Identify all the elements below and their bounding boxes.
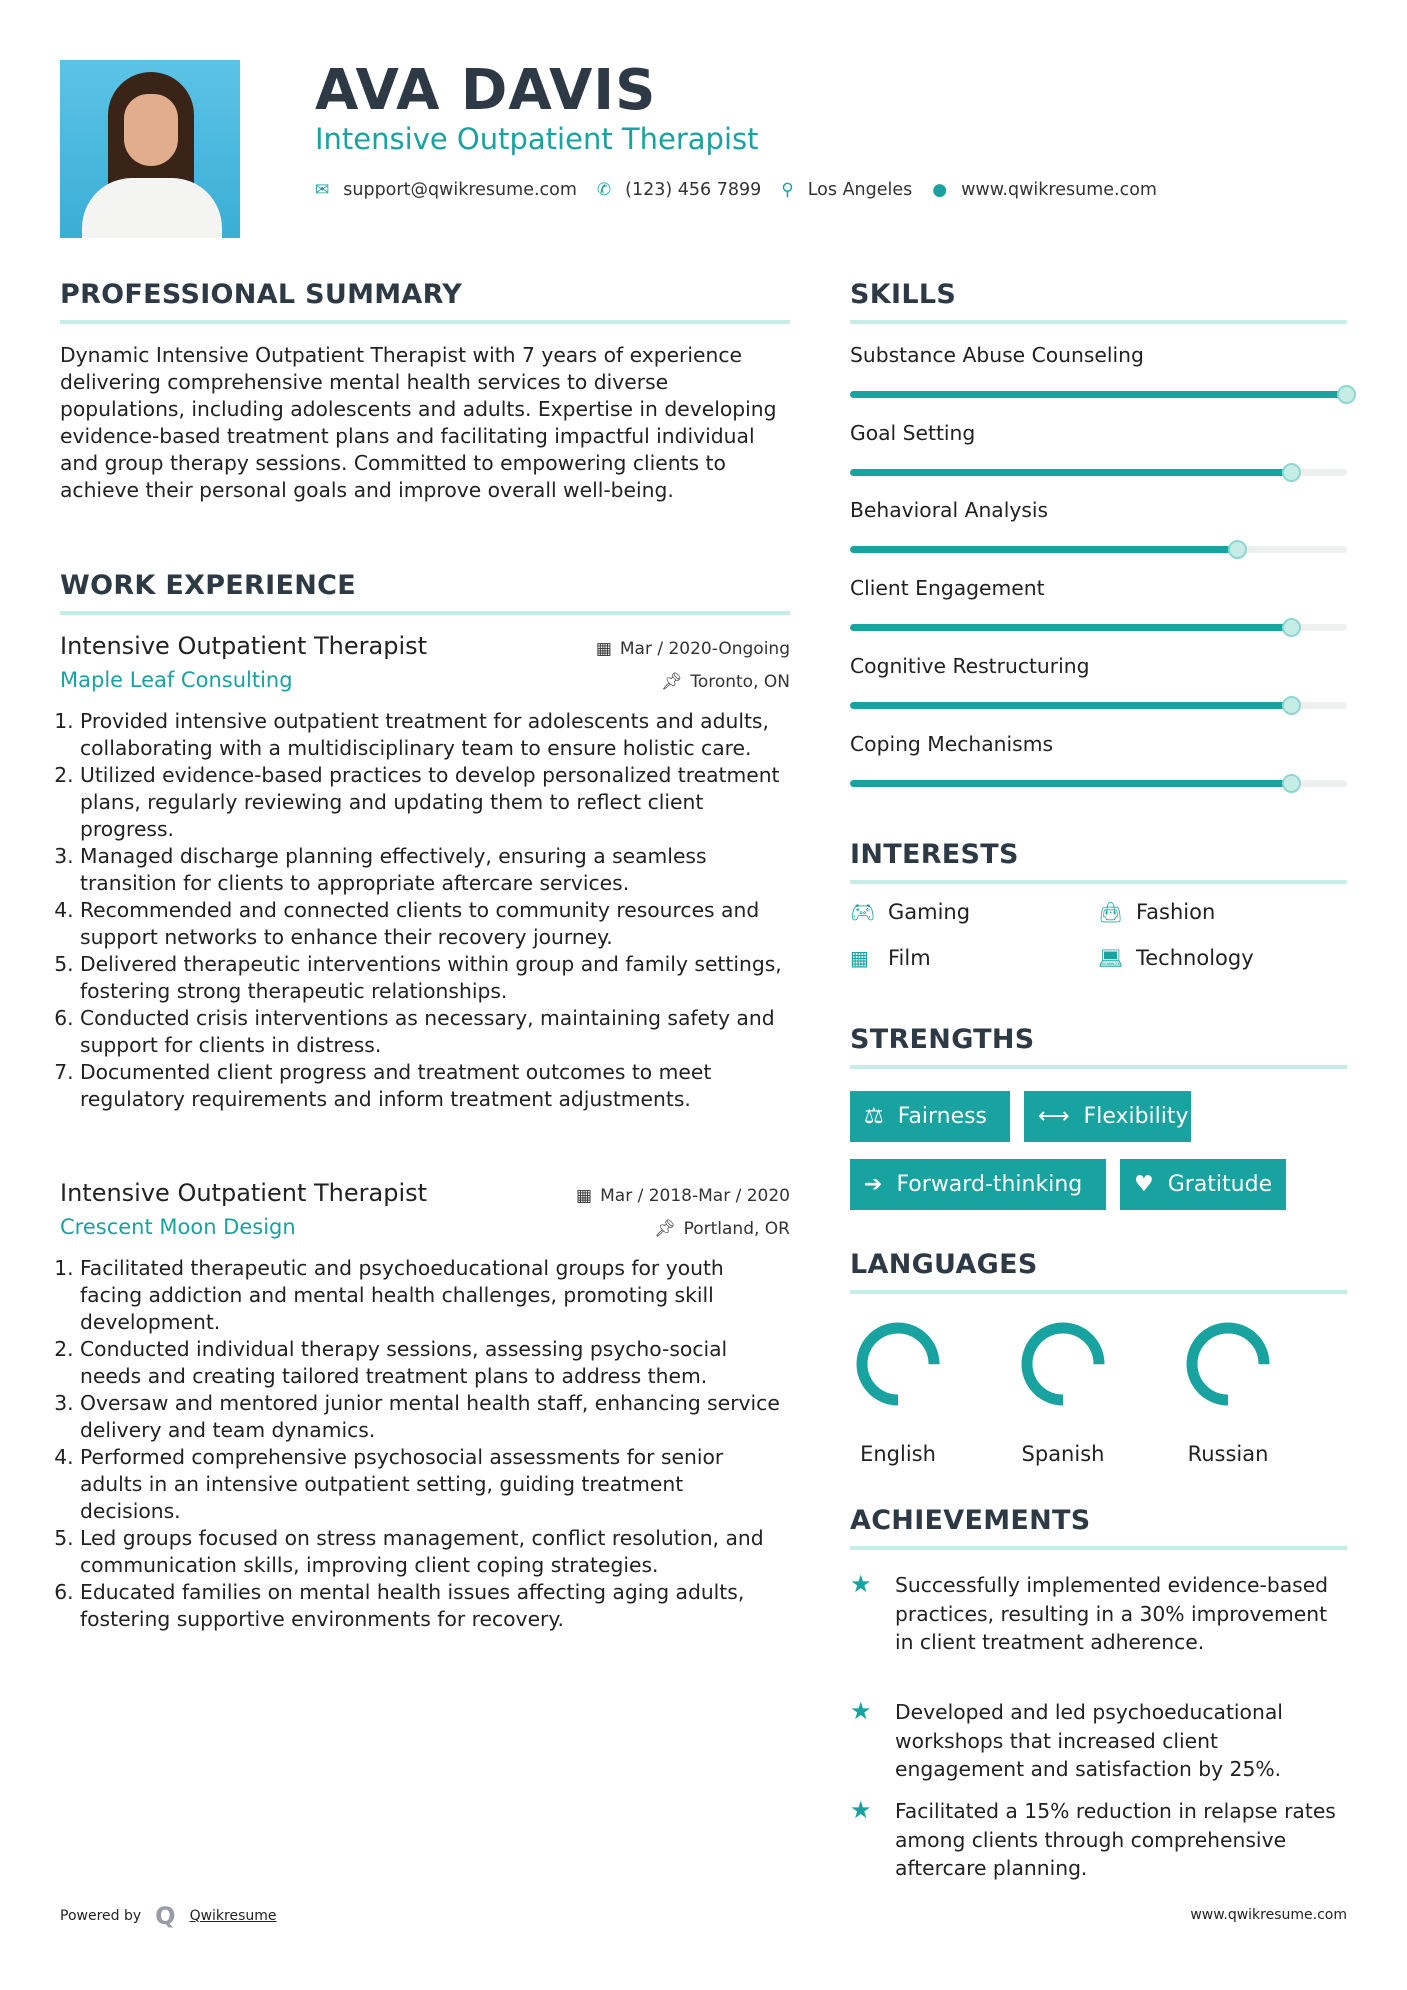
laptop-icon: 💻︎: [1098, 946, 1124, 970]
section-heading: INTERESTS: [850, 839, 1019, 870]
skill-item: [850, 654, 1347, 678]
language-progress-ring: [1182, 1318, 1274, 1410]
job-entry: [60, 1179, 790, 1633]
location: Los Angeles: [807, 180, 913, 200]
qwikresume-logo-icon: Q: [155, 1902, 176, 1930]
location-text: Toronto, ON: [690, 672, 790, 692]
shopping-bag-icon: 👜︎: [1098, 900, 1124, 924]
powered-by-label: Powered by: [60, 1908, 142, 1924]
language-item: [1003, 1318, 1123, 1466]
bullet-item: 3. Oversaw and mentored junior mental health staff, enhancing service delivery and team dynamics.: [80, 1390, 790, 1444]
strength-label: Forward-thinking: [896, 1172, 1083, 1197]
experience-section: [60, 570, 790, 615]
skill-item: [850, 343, 1347, 367]
skill-label: Cognitive Restructuring: [850, 653, 1090, 678]
language-item: [838, 1318, 958, 1466]
strength-label: Gratitude: [1167, 1172, 1273, 1197]
languages-section: [850, 1249, 1347, 1294]
skill-bar-knob: [1228, 540, 1247, 559]
job-title: Intensive Outpatient Therapist: [60, 1179, 428, 1207]
envelope-icon: ✉: [315, 180, 330, 200]
achievement-text: Developed and led psychoeducational workshops that increased client engagement and satisfaction by 25%.: [895, 1700, 1283, 1781]
achievement-item: [850, 1698, 1347, 1784]
job-dates: [576, 1186, 790, 1206]
heart-icon: ♥: [1134, 1172, 1154, 1197]
job-location: [654, 1219, 790, 1239]
interest-label: Film: [888, 946, 931, 970]
skill-bar: [850, 391, 1347, 398]
job-title: Intensive Outpatient Therapist: [60, 632, 428, 660]
skill-bar: [850, 624, 1347, 631]
job-bullets: [60, 708, 790, 1113]
gamepad-icon: 🎮︎: [850, 900, 876, 924]
skill-item: [850, 576, 1347, 600]
candidate-name: AVA DAVIS: [315, 58, 657, 123]
star-icon: ★: [850, 1697, 872, 1725]
candidate-title: Intensive Outpatient Therapist: [315, 122, 759, 156]
language-label: Russian: [1187, 1442, 1269, 1466]
bullet-item: 4. Performed comprehensive psychosocial assessments for senior adults in an intensive outpatient setting, guiding treatment decisions.: [80, 1444, 790, 1525]
skill-label: Client Engagement: [850, 576, 1045, 601]
divider: [60, 611, 790, 615]
skill-bar: [850, 546, 1347, 553]
language-label: Spanish: [1021, 1442, 1105, 1466]
divider: [850, 880, 1347, 884]
skill-bar: [850, 702, 1347, 709]
interest-label: Fashion: [1136, 900, 1216, 924]
section-heading: LANGUAGES: [850, 1249, 1038, 1280]
skill-bar-fill: [850, 702, 1292, 709]
footer-website[interactable]: www.qwikresume.com: [1190, 1907, 1347, 1923]
skill-item: [850, 498, 1347, 522]
language-label: English: [860, 1442, 936, 1466]
section-heading: STRENGTHS: [850, 1024, 1035, 1055]
skill-label: Coping Mechanisms: [850, 731, 1054, 756]
skill-bar: [850, 469, 1347, 476]
interest-label: Technology: [1136, 946, 1254, 970]
star-icon: ★: [850, 1570, 872, 1598]
skill-label: Substance Abuse Counseling: [850, 343, 1144, 367]
skill-label: Goal Setting: [850, 420, 976, 445]
pin-icon: 📌︎: [660, 672, 683, 692]
bullet-item: 7. Documented client progress and treatment outcomes to meet regulatory requirements and inform treatment adjustments.: [80, 1059, 790, 1113]
interests-section: [850, 839, 1347, 884]
brand-link[interactable]: Qwikresume: [189, 1908, 277, 1924]
skill-label: Behavioral Analysis: [850, 498, 1049, 523]
skill-bar-fill: [850, 391, 1347, 398]
achievement-item: [850, 1797, 1347, 1883]
skills-section: [850, 279, 1347, 324]
bullet-item: 5. Delivered therapeutic interventions within group and family settings, fostering strong therapeutic relationships.: [80, 951, 790, 1005]
strengths-section: [850, 1024, 1347, 1069]
achievement-item: [850, 1571, 1347, 1657]
arrow-right-icon: ➔: [864, 1172, 883, 1197]
skill-bar-knob: [1282, 696, 1301, 715]
job-bullets: [60, 1255, 790, 1633]
bullet-item: 1. Facilitated therapeutic and psychoeducational groups for youth facing addiction and mental health challenges, promoting skill development.: [80, 1255, 790, 1336]
film-icon: ▦: [850, 946, 869, 970]
interest-gaming: [850, 900, 970, 924]
languages-list: [850, 1318, 1347, 1468]
skill-bar-knob: [1282, 774, 1301, 793]
divider: [850, 1290, 1347, 1294]
strength-label: Fairness: [897, 1104, 988, 1129]
skill-bar-knob: [1282, 463, 1301, 482]
skill-bar-knob: [1337, 385, 1356, 404]
bullet-item: 6. Conducted crisis interventions as necessary, maintaining safety and support for clients in distress.: [80, 1005, 790, 1059]
dates-text: Mar / 2018-Mar / 2020: [600, 1186, 790, 1206]
divider: [850, 1546, 1347, 1550]
job-dates: [596, 639, 790, 659]
bullet-item: 2. Utilized evidence-based practices to develop personalized treatment plans, regularly reviewing and updating them to reflect client progress.: [80, 762, 790, 843]
language-item: [1168, 1318, 1288, 1466]
achievements-section: [850, 1505, 1347, 1550]
interest-film: [850, 946, 931, 970]
contact-bar: [315, 180, 1177, 200]
summary-section: [60, 279, 790, 504]
dates-text: Mar / 2020-Ongoing: [619, 639, 790, 659]
website[interactable]: www.qwikresume.com: [961, 180, 1157, 200]
section-heading: ACHIEVEMENTS: [850, 1505, 1091, 1536]
skill-bar-fill: [850, 546, 1238, 553]
section-heading: WORK EXPERIENCE: [60, 570, 356, 601]
skill-item: [850, 732, 1347, 756]
arrows-h-icon: ⟷: [1038, 1104, 1070, 1129]
strength-flexibility: [1024, 1091, 1191, 1142]
skill-bar-knob: [1282, 618, 1301, 637]
star-icon: ★: [850, 1796, 872, 1824]
strength-fairness: [850, 1091, 1010, 1142]
job-location: [661, 672, 790, 692]
language-progress-ring: [852, 1318, 944, 1410]
globe-icon: ●: [932, 180, 948, 200]
bullet-item: 4. Recommended and connected clients to community resources and support networks to enhance their recovery journey.: [80, 897, 790, 951]
divider: [850, 1065, 1347, 1069]
job-entry: [60, 632, 790, 1113]
location-text: Portland, OR: [683, 1219, 790, 1239]
interest-technology: [1098, 946, 1254, 970]
phone-icon: ✆: [596, 180, 612, 200]
divider: [850, 320, 1347, 324]
scale-icon: ⚖: [864, 1104, 884, 1129]
strength-forward-thinking: [850, 1159, 1106, 1210]
pin-icon: 📌︎: [653, 1219, 676, 1239]
calendar-icon: ▦: [595, 639, 612, 659]
skill-bar-fill: [850, 624, 1292, 631]
achievement-text: Facilitated a 15% reduction in relapse rates among clients through comprehensive aftercare planning.: [895, 1799, 1336, 1880]
divider: [60, 320, 790, 324]
bullet-item: 6. Educated families on mental health issues affecting aging adults, fostering supportive environments for recovery.: [80, 1579, 790, 1633]
phone: (123) 456 7899: [625, 180, 762, 200]
profile-photo: [60, 60, 240, 238]
skills-list: [850, 343, 1347, 803]
skill-bar-fill: [850, 469, 1292, 476]
summary-text: Dynamic Intensive Outpatient Therapist with 7 years of experience delivering comprehensive mental health services to diverse populations, including adolescents and adults. Expertise in developing evidence-based treatment plans and facilitating impactful individual and group therapy sessions. Committed to empowering clients to achieve their personal goals and improve overall well-being.: [60, 343, 777, 502]
language-progress-ring: [1017, 1318, 1109, 1410]
strength-label: Flexibility: [1083, 1104, 1189, 1129]
calendar-icon: ▦: [576, 1186, 593, 1206]
company-name: Crescent Moon Design: [60, 1215, 296, 1239]
bullet-item: 2. Conducted individual therapy sessions, assessing psycho-social needs and creating tailored treatment plans to address them.: [80, 1336, 790, 1390]
company-name: Maple Leaf Consulting: [60, 668, 293, 692]
skill-bar-fill: [850, 780, 1292, 787]
footer-powered: [60, 1902, 277, 1930]
bullet-item: 5. Led groups focused on stress management, conflict resolution, and communication skills, improving client coping strategies.: [80, 1525, 790, 1579]
map-marker-icon: ⚲: [781, 180, 794, 200]
section-heading: SKILLS: [850, 279, 957, 310]
achievement-text: Successfully implemented evidence-based practices, resulting in a 30% improvement in client treatment adherence.: [895, 1573, 1329, 1654]
strength-gratitude: [1120, 1159, 1286, 1210]
bullet-item: 3. Managed discharge planning effectively, ensuring a seamless transition for clients to appropriate aftercare services.: [80, 843, 790, 897]
skill-bar: [850, 780, 1347, 787]
interest-fashion: [1098, 900, 1215, 924]
interest-label: Gaming: [888, 900, 971, 924]
skill-item: [850, 421, 1347, 445]
email[interactable]: support@qwikresume.com: [343, 180, 577, 200]
bullet-item: 1. Provided intensive outpatient treatment for adolescents and adults, collaborating with a multidisciplinary team to ensure holistic care.: [80, 708, 790, 762]
section-heading: PROFESSIONAL SUMMARY: [60, 279, 463, 310]
